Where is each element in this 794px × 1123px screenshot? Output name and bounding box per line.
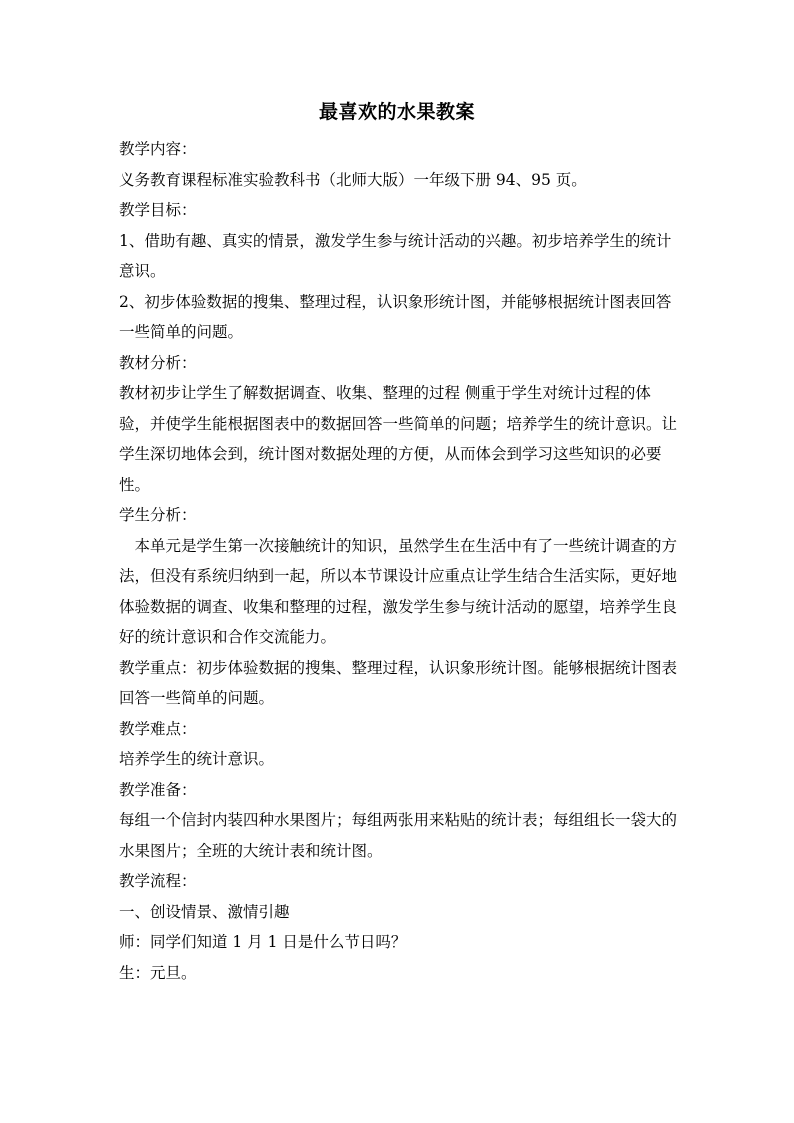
paragraph-goal-2: 2、初步体验数据的搜集、整理过程，认识象形统计图，并能够根据统计图表回答一些简单的问题。 [119,292,672,341]
heading-teaching-goals: 教学目标： [119,201,197,219]
heading-teaching-content: 教学内容： [119,140,197,158]
heading-material-analysis: 教材分析： [119,353,197,372]
heading-teaching-flow: 教学流程： [119,872,197,890]
document-body [119,134,679,988]
heading-preparation: 教学准备： [119,780,197,799]
heading-student-analysis: 学生分析： [119,506,197,524]
paragraph-student-analysis: 本单元是学生第一次接触统计的知识，虽然学生在生活中有了一些统计调查的方法，但没有系统归纳到一起，所以本节课设计应重点让学生结合生活实际，更好地体验数据的调查、收集和整理的过程，激发学生参与统计活动的愿望，培养学生良好的统计意识和合作交流能力。 [119,536,678,646]
paragraph-material-analysis: 教材初步让学生了解数据调查、收集、整理的过程 侧重于学生对统计过程的体验，并使学生能根据图表中的数据回答一些简单的问题；培养学生的统计意识。让学生深切地体会到，统计图对数据处理的方便，从而体会到学习这些知识的必要性。 [119,384,678,494]
paragraph-student-answer: 生：元旦。 [119,963,197,982]
paragraph-step-1: 一、创设情景、激情引趣 [119,902,290,921]
paragraph-teacher-question: 师：同学们知道 1 月 1 日是什么节日吗？ [119,933,407,951]
heading-difficulties: 教学难点： [119,719,197,738]
document-title: 最喜欢的水果教案 [318,101,475,123]
paragraph-key-points: 教学重点：初步体验数据的搜集、整理过程，认识象形统计图。能够根据统计图表回答一些简单的问题。 [119,658,678,707]
paragraph-preparation: 每组一个信封内装四种水果图片；每组两张用来粘贴的统计表；每组组长一袋大的水果图片；全班的大统计表和统计图。 [119,811,678,860]
paragraph-goal-1: 1、借助有趣、真实的情景，激发学生参与统计活动的兴趣。初步培养学生的统计意识。 [119,231,672,280]
paragraph-textbook: 义务教育课程标准实验教科书（北师大版）一年级下册 94、95 页。 [119,170,587,189]
paragraph-difficulties: 培养学生的统计意识。 [119,750,275,768]
